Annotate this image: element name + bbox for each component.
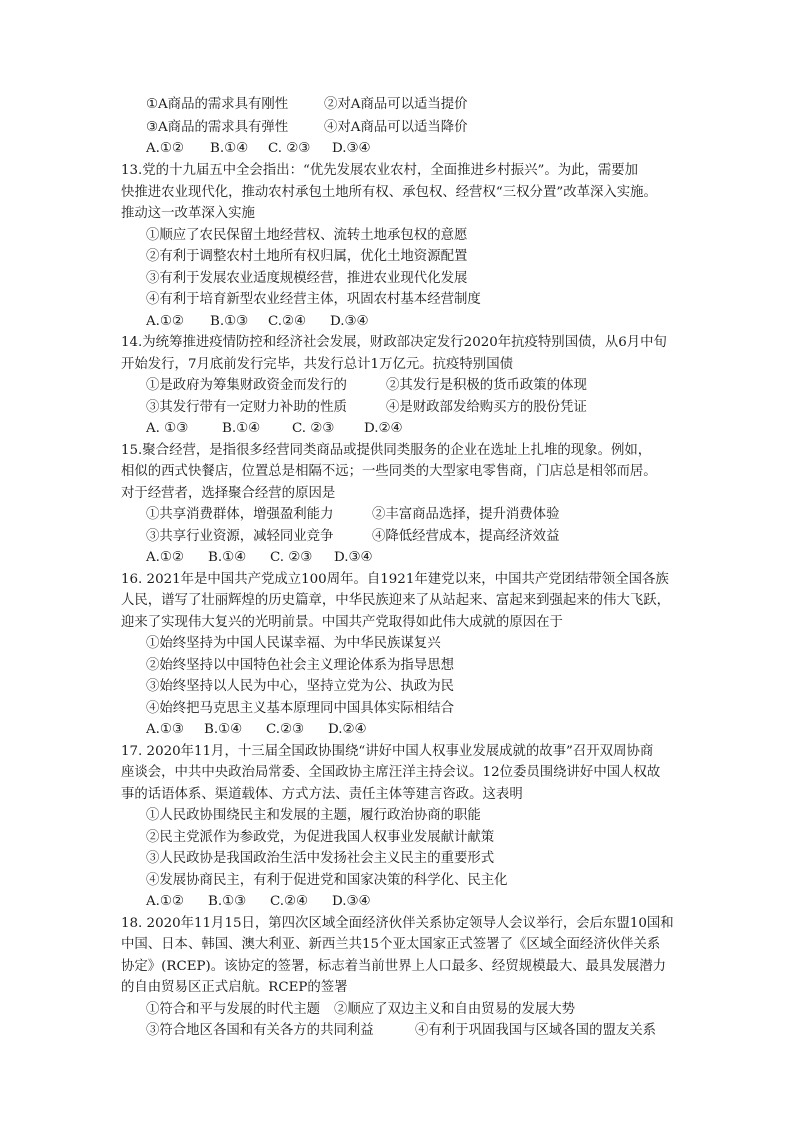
q18-option-4: ④有利于巩固我国与区域各国的盟友关系 bbox=[415, 1023, 657, 1038]
q12-choice-d: D.③④ bbox=[332, 141, 371, 156]
q15-choice-d: D.③④ bbox=[334, 550, 373, 565]
q14-option-1: ①是政府为筹集财政资金而发行的 bbox=[146, 378, 347, 393]
q13-stem-line: 13.党的十九届五中全会指出：“优先发展农业农村，全面推进乡村振兴”。为此，需要加 bbox=[121, 163, 639, 178]
q17-stem-line: 事的话语体系、渠道载体、方式方法、责任主体等建言咨政。这表明 bbox=[121, 787, 523, 802]
q17-option-3: ③人民政协是我国政治生活中发扬社会主义民主的重要形式 bbox=[146, 851, 495, 866]
q17-stem-line: 17. 2020年11月，十三届全国政协围绕“讲好中国人权事业发展成就的故事”召开双周协商 bbox=[121, 744, 654, 759]
q13-stem-line: 快推进农业现代化，推动农村承包土地所有权、承包权、经营权“三权分置”改革深入实施。 bbox=[121, 185, 657, 200]
q18-stem-line: 中国、日本、韩国、澳大利亚、新西兰共15个亚太国家正式签署了《区域全面经济伙伴关系 bbox=[121, 937, 661, 952]
q14-choice-a: A. ①③ bbox=[146, 421, 189, 436]
q14-option-2: ②其发行是积极的货币政策的体现 bbox=[386, 378, 587, 393]
q14-option-3: ③其发行带有一定财力补助的性质 bbox=[146, 400, 347, 415]
q12-option-row bbox=[146, 117, 468, 138]
q18-option-3: ③符合地区各国和有关各方的共同利益 bbox=[146, 1023, 374, 1038]
q15-option-row bbox=[146, 504, 559, 525]
q15-option-3: ③共享行业资源，减轻同业竞争 bbox=[146, 529, 334, 544]
q18-option-row bbox=[146, 999, 575, 1020]
q15-stem-line: 15.聚合经营，是指很多经营同类商品或提供同类服务的企业在选址上扎堆的现象。例如， bbox=[121, 443, 652, 458]
q12-choice-b: B.①④ bbox=[210, 141, 249, 156]
q16-option-3: ③始终坚持以人民为中心，坚持立党为公、执政为民 bbox=[146, 679, 454, 694]
q15-option-1: ①共享消费群体，增强盈利能力 bbox=[146, 507, 334, 522]
q14-option-4: ④是财政部发给购买方的股份凭证 bbox=[386, 400, 587, 415]
q15-choice-c: C. ②③ bbox=[270, 550, 313, 565]
q16-choice-a: A.①③ bbox=[146, 722, 184, 737]
q12-option-1: ①A商品的需求具有刚性 bbox=[146, 97, 289, 112]
q16-stem-line: 16. 2021年是中国共产党成立100周年。自1921年建党以来，中国共产党团结带领全国各族 bbox=[121, 572, 669, 587]
q14-choice-c: C. ②③ bbox=[292, 421, 335, 436]
q13-choice-c: C.②④ bbox=[268, 314, 307, 329]
q18-stem-line: 18. 2020年11月15日，第四次区域全面经济伙伴关系协定领导人会议举行，会后东盟10国和 bbox=[121, 916, 674, 931]
q14-answer-choices bbox=[146, 418, 403, 439]
q14-option-row bbox=[146, 397, 587, 418]
q18-stem-line: 的自由贸易区正式启航。RCEP的签署 bbox=[121, 980, 348, 995]
q12-option-3: ③A商品的需求具有弹性 bbox=[146, 120, 289, 135]
q15-answer-choices bbox=[146, 547, 373, 568]
q15-stem-line: 对于经营者，选择聚合经营的原因是 bbox=[121, 486, 336, 501]
q12-answer-choices bbox=[146, 138, 371, 159]
q16-answer-choices bbox=[146, 719, 367, 740]
q14-choice-d: D.②④ bbox=[364, 421, 403, 436]
q17-choice-d: D.③④ bbox=[332, 894, 371, 909]
q12-option-row bbox=[146, 94, 468, 115]
q14-option-row bbox=[146, 375, 587, 396]
q14-stem-line: 开始发行，7月底前发行完毕，共发行总计1万亿元。抗疫特别国债 bbox=[121, 357, 513, 372]
q12-option-4: ④对A商品可以适当降价 bbox=[324, 120, 468, 135]
q15-option-2: ②丰富商品选择，提升消费体验 bbox=[372, 507, 560, 522]
q18-option-2: ②顺应了双边主义和自由贸易的发展大势 bbox=[334, 1002, 576, 1017]
q16-choice-c: C.②③ bbox=[266, 722, 305, 737]
q12-choice-c: C. ②③ bbox=[268, 141, 311, 156]
q13-choice-b: B.①③ bbox=[210, 314, 249, 329]
q16-option-4: ④始终把马克思主义基本原理同中国具体实际相结合 bbox=[146, 701, 454, 716]
q13-choice-a: A.①② bbox=[146, 314, 184, 329]
q17-choice-b: B.①③ bbox=[208, 894, 247, 909]
q16-choice-b: B.①④ bbox=[204, 722, 243, 737]
q16-option-2: ②始终坚持以中国特色社会主义理论体系为指导思想 bbox=[146, 658, 454, 673]
q18-option-1: ①符合和平与发展的时代主题 bbox=[146, 1002, 321, 1017]
q18-option-row bbox=[146, 1020, 656, 1041]
q18-stem-line: 协定》(RCEP)。该协定的签署，标志着当前世界上人口最多、经贸规模最大、最具发展潜力 bbox=[121, 959, 667, 974]
q16-choice-d: D.②④ bbox=[328, 722, 367, 737]
q17-answer-choices bbox=[146, 891, 371, 912]
q17-choice-a: A.①② bbox=[146, 894, 184, 909]
q16-stem-line: 迎来了实现伟大复兴的光明前景。中国共产党取得如此伟大成就的原因在于 bbox=[121, 615, 563, 630]
q13-choice-d: D.③④ bbox=[330, 314, 369, 329]
q13-option-4: ④有利于培育新型农业经营主体，巩固农村基本经营制度 bbox=[146, 292, 481, 307]
q17-option-1: ①人民政协围绕民主和发展的主题，履行政治协商的职能 bbox=[146, 808, 481, 823]
q13-option-3: ③有利于发展农业适度规模经营，推进农业现代化发展 bbox=[146, 271, 468, 286]
q13-answer-choices bbox=[146, 311, 369, 332]
q12-choice-a: A.①② bbox=[146, 141, 184, 156]
q13-option-1: ①顺应了农民保留土地经营权、流转土地承包权的意愿 bbox=[146, 228, 468, 243]
q17-stem-line: 座谈会，中共中央政治局常委、全国政协主席汪洋主持会议。12位委员围绕讲好中国人权故 bbox=[121, 765, 661, 780]
q14-choice-b: B.①④ bbox=[222, 421, 261, 436]
q17-option-2: ②民主党派作为参政党，为促进我国人权事业发展献计献策 bbox=[146, 830, 495, 845]
q15-option-4: ④降低经营成本，提高经济效益 bbox=[372, 529, 560, 544]
q15-option-row bbox=[146, 526, 559, 547]
q17-choice-c: C.②④ bbox=[270, 894, 309, 909]
q14-stem-line: 14.为统筹推进疫情防控和经济社会发展，财政部决定发行2020年抗疫特别国债，从6月中旬 bbox=[121, 335, 667, 350]
q15-stem-line: 相似的西式快餐店，位置总是相隔不远；一些同类的大型家电零售商，门店总是相邻而居。 bbox=[121, 464, 657, 479]
q13-option-2: ②有利于调整农村土地所有权归属，优化土地资源配置 bbox=[146, 249, 468, 264]
q12-option-2: ②对A商品可以适当提价 bbox=[324, 97, 468, 112]
q13-stem-line: 推动这一改革深入实施 bbox=[121, 206, 255, 221]
q16-stem-line: 人民，谱写了壮丽辉煌的历史篇章，中华民族迎来了从站起来、富起来到强起来的伟大飞跃， bbox=[121, 593, 671, 608]
q15-choice-a: A.①② bbox=[146, 550, 184, 565]
q16-option-1: ①始终坚持为中国人民谋幸福、为中华民族谋复兴 bbox=[146, 636, 441, 651]
q15-choice-b: B.①④ bbox=[208, 550, 247, 565]
q17-option-4: ④发展协商民主，有利于促进党和国家决策的科学化、民主化 bbox=[146, 873, 508, 888]
